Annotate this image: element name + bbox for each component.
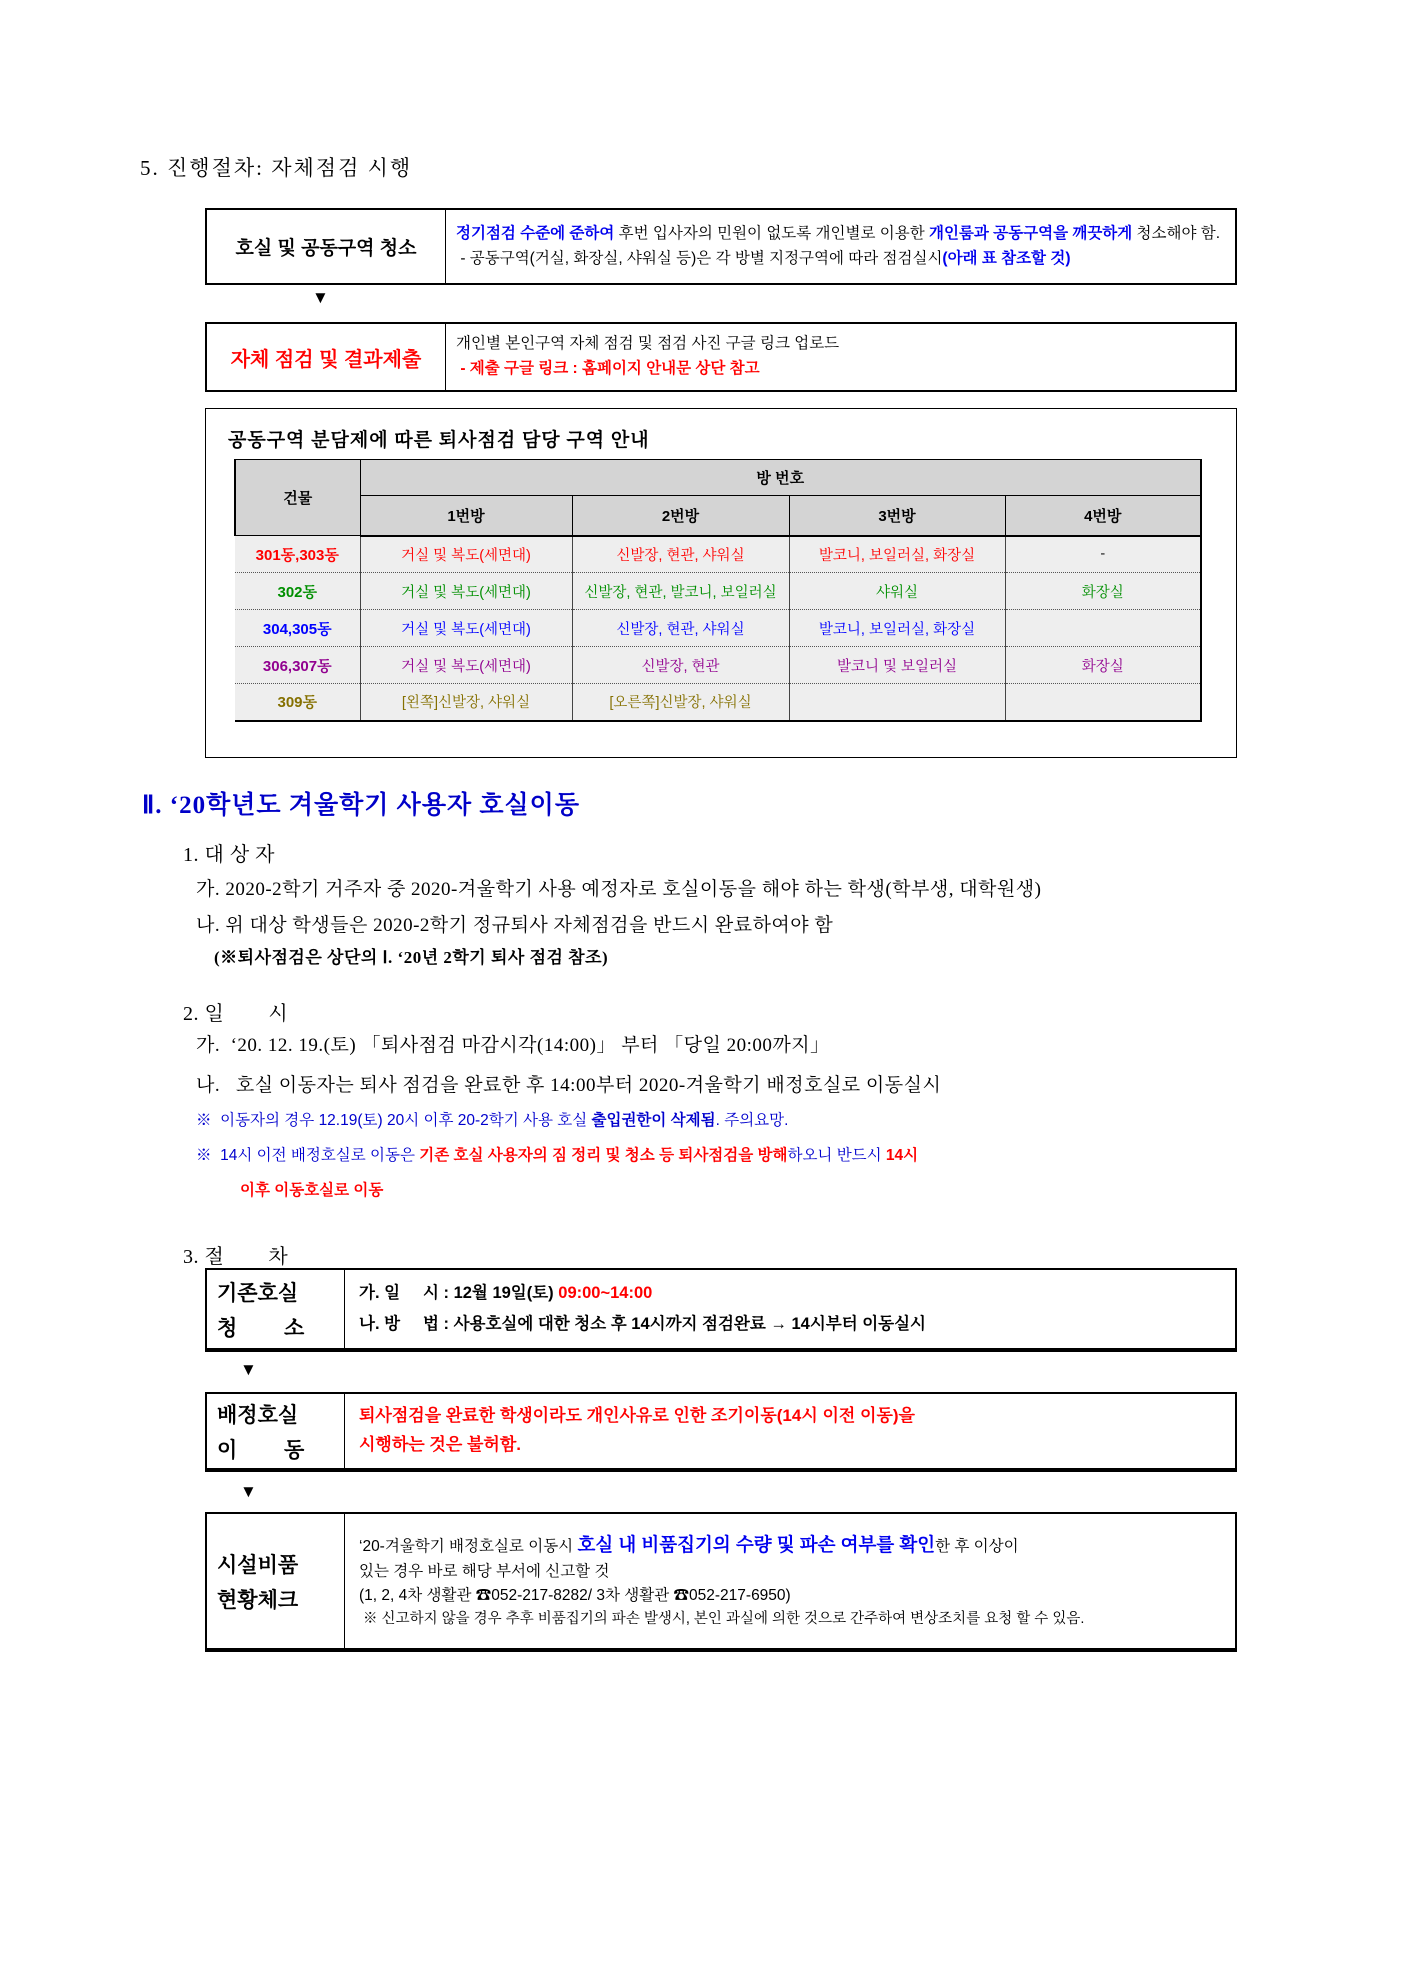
zone-table-row-301-303 <box>235 536 1201 573</box>
zone-cell: 신발장, 현관, 샤워실 <box>572 536 789 573</box>
sub1-title: 1. 대 상 자 <box>183 844 275 866</box>
procedure-line: 가. 일 시 : 12월 19일(토) 09:00~14:00 <box>359 1284 653 1303</box>
zone-cell: 신발장, 현관, 샤워실 <box>572 610 789 647</box>
zone-cell: 거실 및 복도(세면대) <box>360 647 572 684</box>
section2-heading: Ⅱ. ‘20학년도 겨울학기 사용자 호실이동 <box>142 792 580 819</box>
zone-table <box>234 459 1202 722</box>
flow-box-line: - 제출 구글 링크 : 홈페이지 안내문 상단 참고 <box>456 360 760 377</box>
procedure-box-content <box>345 1394 1235 1468</box>
flow-box-room-cleaning <box>205 208 1237 285</box>
zone-table-row-302 <box>235 573 1201 610</box>
flow-arrow-icon: ▼ <box>240 1482 257 1501</box>
zone-cell: [오른쪽]신발장, 샤워실 <box>572 684 789 721</box>
label-line: 기존호실 <box>217 1281 299 1305</box>
zone-table-row-306-307 <box>235 647 1201 684</box>
zone-table-header-row <box>235 460 1201 496</box>
flow-box-content <box>446 324 1235 390</box>
label-line: 현황체크 <box>217 1588 299 1612</box>
procedure-box-content <box>345 1270 1235 1348</box>
zone-table-header-room1: 1번방 <box>360 496 572 536</box>
zone-cell <box>1005 610 1201 647</box>
zone-table-header-room2: 2번방 <box>572 496 789 536</box>
sub2-item-ga: 가. ‘20. 12. 19.(토) 「퇴사점검 마감시각(14:00)」 부터 「당일 20:00까지」 <box>196 1035 830 1056</box>
flow-box-line: 정기점검 수준에 준하여 후번 입사자의 민원이 없도록 개인별로 이용한 개인룸과 공동구역을 깨끗하게 청소해야 함. <box>456 224 1221 242</box>
zone-cell: 신발장, 현관, 발코니, 보일러실 <box>572 573 789 610</box>
section5-heading: 5. 진행절차: 자체점검 시행 <box>140 156 413 180</box>
sub3-title: 3. 절 차 <box>183 1246 289 1268</box>
procedure-line: ※ 신고하지 않을 경우 추후 비품집기의 파손 발생시, 본인 과실에 의한 것으로 간주하여 변상조치를 요청 할 수 있음. <box>359 1611 1085 1628</box>
zone-cell: 발코니, 보일러실, 화장실 <box>789 610 1005 647</box>
note-early-move-warning: ※ 14시 이전 배정호실로 이동은 기존 호실 사용자의 짐 정리 및 청소 등 퇴사점검을 방해하오니 반드시 14시 <box>196 1147 919 1164</box>
flow-box-line: 개인별 본인구역 자체 점검 및 점검 사진 구글 링크 업로드 <box>456 335 840 353</box>
flow-box-label: 자체 점검 및 결과제출 <box>207 324 446 390</box>
label-line: 이 동 <box>217 1438 305 1462</box>
sub2-title: 2. 일 시 <box>183 1003 289 1025</box>
procedure-line: 나. 방 법 : 사용호실에 대한 청소 후 14시까지 점검완료 → 14시부터 이동실시 <box>359 1315 926 1333</box>
flow-box-line: - 공동구역(거실, 화장실, 샤워실 등)은 각 방별 지정구역에 따라 점검실시(아래 표 참조할 것) <box>456 249 1071 267</box>
zone-cell: 거실 및 복도(세면대) <box>360 536 572 573</box>
zone-table-subheader-row <box>235 496 1201 536</box>
procedure-line: 시행하는 것은 불허함. <box>359 1435 521 1454</box>
flow-box-label: 호실 및 공동구역 청소 <box>207 210 446 283</box>
zone-cell: 발코니, 보일러실, 화장실 <box>789 536 1005 573</box>
zone-cell: - <box>1005 536 1201 573</box>
label-line: 청 소 <box>217 1316 305 1340</box>
sub1-item-ga: 가. 2020-2학기 거주자 중 2020-겨울학기 사용 예정자로 호실이동을 해야 하는 학생(학부생, 대학원생) <box>196 879 1042 900</box>
note-access-removal: ※ 이동자의 경우 12.19(토) 20시 이후 20-2학기 사용 호실 출입권한이 삭제됨. 주의요망. <box>196 1112 789 1129</box>
zone-cell: 발코니 및 보일러실 <box>789 647 1005 684</box>
flow-arrow-icon: ▼ <box>240 1360 257 1379</box>
label-line: 배정호실 <box>217 1403 299 1427</box>
procedure-box-content <box>345 1514 1235 1648</box>
zone-cell <box>1005 684 1201 721</box>
procedure-box-facility-items-check <box>205 1512 1237 1652</box>
zone-table-row-304-305 <box>235 610 1201 647</box>
note-early-move-warning-cont: 이후 이동호실로 이동 <box>240 1182 384 1199</box>
procedure-line: 있는 경우 바로 해당 부서에 신고할 것 <box>359 1563 610 1581</box>
zone-cell: 샤워실 <box>789 573 1005 610</box>
sub2-item-na: 나. 호실 이동자는 퇴사 점검을 완료한 후 14:00부터 2020-겨울학기 배정호실로 이동실시 <box>196 1075 942 1096</box>
procedure-line: (1, 2, 4차 생활관 ☎052-217-8282/ 3차 생활관 ☎052-217-6950) <box>359 1587 791 1605</box>
procedure-box-assigned-room-move <box>205 1392 1237 1472</box>
building-cell: 302동 <box>235 573 360 610</box>
zone-cell: 거실 및 복도(세면대) <box>360 610 572 647</box>
procedure-box-label <box>207 1514 345 1648</box>
flow-box-self-check-submit <box>205 322 1237 392</box>
zone-table-header-room4: 4번방 <box>1005 496 1201 536</box>
sub1-item-na: 나. 위 대상 학생들은 2020-2학기 정규퇴사 자체점검을 반드시 완료하여야 함 <box>196 915 834 936</box>
zone-cell <box>789 684 1005 721</box>
flow-box-content <box>446 210 1235 283</box>
sub1-note: (※퇴사점검은 상단의 Ⅰ. ‘20년 2학기 퇴사 점검 참조) <box>214 948 609 967</box>
zone-cell: 화장실 <box>1005 647 1201 684</box>
zone-cell: 거실 및 복도(세면대) <box>360 573 572 610</box>
procedure-box-existing-room-cleaning <box>205 1268 1237 1352</box>
label-line: 시설비품 <box>217 1553 299 1577</box>
building-cell: 301동,303동 <box>235 536 360 573</box>
procedure-box-label <box>207 1394 345 1468</box>
procedure-line: 퇴사점검을 완료한 학생이라도 개인사유로 인한 조기이동(14시 이전 이동)을 <box>359 1406 915 1426</box>
building-cell: 304,305동 <box>235 610 360 647</box>
zone-table-container <box>205 408 1237 758</box>
zone-table-header-building: 건물 <box>235 460 360 536</box>
zone-cell: 화장실 <box>1005 573 1201 610</box>
zone-table-row-309 <box>235 684 1201 721</box>
zone-cell: [왼쪽]신발장, 샤워실 <box>360 684 572 721</box>
zone-cell: 신발장, 현관 <box>572 647 789 684</box>
building-cell: 309동 <box>235 684 360 721</box>
zone-table-header-room3: 3번방 <box>789 496 1005 536</box>
zone-table-header-room-no: 방 번호 <box>360 460 1201 496</box>
flow-arrow-icon: ▼ <box>312 288 329 307</box>
procedure-box-label <box>207 1270 345 1348</box>
procedure-line: ‘20-겨울학기 배정호실로 이동시 호실 내 비품집기의 수량 및 파손 여부를 확인한 후 이상이 <box>359 1534 1019 1556</box>
zone-table-title: 공동구역 분담제에 따른 퇴사점검 담당 구역 안내 <box>228 430 650 451</box>
building-cell: 306,307동 <box>235 647 360 684</box>
